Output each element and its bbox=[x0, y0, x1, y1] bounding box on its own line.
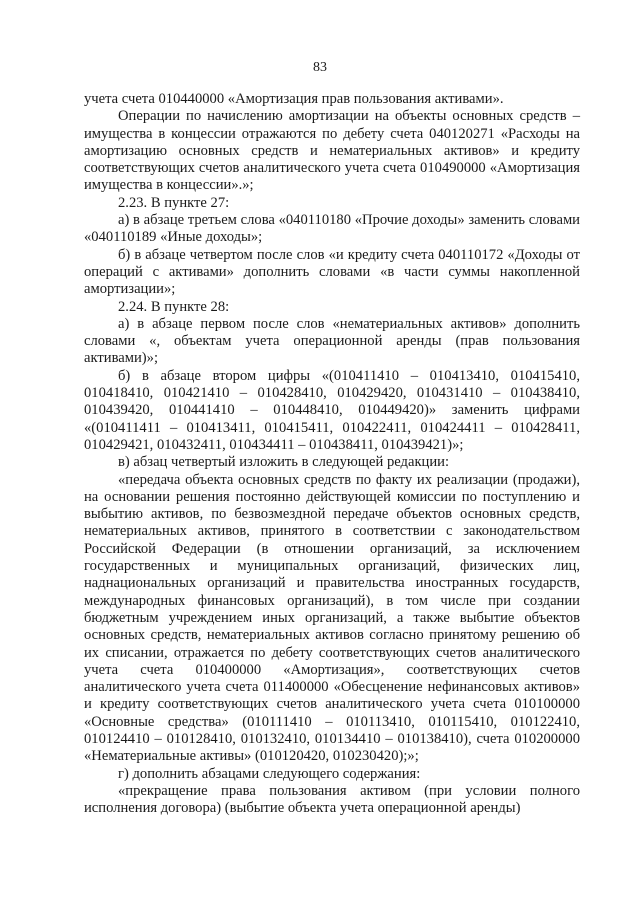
paragraph-3: 2.23. В пункте 27: bbox=[118, 194, 230, 211]
paragraph-10: «передача объекта основных средств по факту их реализации (продажи), на основании решения постоянно действующей комиссии по поступлению и выбытию активов, по безвозмездной передаче объектов основных средств, нематериальных активов, принятого в соответствии с законодательством Российской Федерации (в отношении организаций, за исключением государственных и муниципальных организаций, физических лиц, наднациональных организаций и правительства иностранных государств, международных финансовых организаций), в том числе при создании бюджетным учреждением иных организаций, а также выбытие объектов основных средств, нематериальных активов согласно принятому решению об их списании, отражается по дебету соответствующих счетов аналитического учета счета 010400000 «Амортизация», соответствующих счетов аналитического учета счета 011400000 «Обесценение нефинансовых активов» и кредиту соответствующих счетов аналитического учета счета 010100000 «Основные средства» (010111410 – 010113410, 010115410, 010122410, 010124410 – 010128410, 010132410, 010134410 – 010138410), счета 010200000 «Нематериальные активы» (010120420, 010230420);»; bbox=[84, 471, 580, 765]
paragraph-5: б) в абзаце четвертом после слов «и кредиту счета 040110172 «Доходы от операций с активами» дополнить словами «в части суммы накопленной амортизации»; bbox=[84, 246, 580, 298]
paragraph-12: «прекращение права пользования активом (при условии полного исполнения договора) (выбытие объекта учета операционной аренды) bbox=[84, 782, 580, 817]
paragraph-6: 2.24. В пункте 28: bbox=[118, 298, 230, 315]
document-body bbox=[84, 91, 580, 817]
paragraph-9: в) абзац четвертый изложить в следующей редакции: bbox=[118, 454, 450, 471]
paragraph-4: а) в абзаце третьем слова «040110180 «Прочие доходы» заменить словами «040110189 «Иные доходы»; bbox=[84, 212, 580, 246]
paragraph-7: а) в абзаце первом после слов «нематериальных активов» дополнить словами «, объектам учета операционной аренды (прав пользования активами)»; bbox=[84, 315, 580, 367]
paragraph-8: б) в абзаце втором цифры «(010411410 – 010413410, 010415410, 010418410, 010421410 – 010428410, 010429420, 010431410 – 010438410, 010439420, 010441410 – 010448410, 010449420)» заменить цифрами «(010411411 – 010413411, 010415411, 010422411, 010424411 – 010428411, 010429421, 010432411, 010434411 – 010438411, 010439421)»; bbox=[84, 367, 580, 453]
paragraph-2: Операции по начислению амортизации на объекты основных средств – имущества в концессии отражаются по дебету счета 040120271 «Расходы на амортизацию основных средств и нематериальных активов» и кредиту соответствующих счетов аналитического учета счета 010490000 «Амортизация имущества в концессии».»; bbox=[84, 108, 580, 194]
paragraph-11: г) дополнить абзацами следующего содержания: bbox=[118, 765, 421, 782]
page-number: 83 bbox=[313, 60, 327, 75]
paragraph-1: учета счета 010440000 «Амортизация прав пользования активами». bbox=[84, 91, 504, 107]
